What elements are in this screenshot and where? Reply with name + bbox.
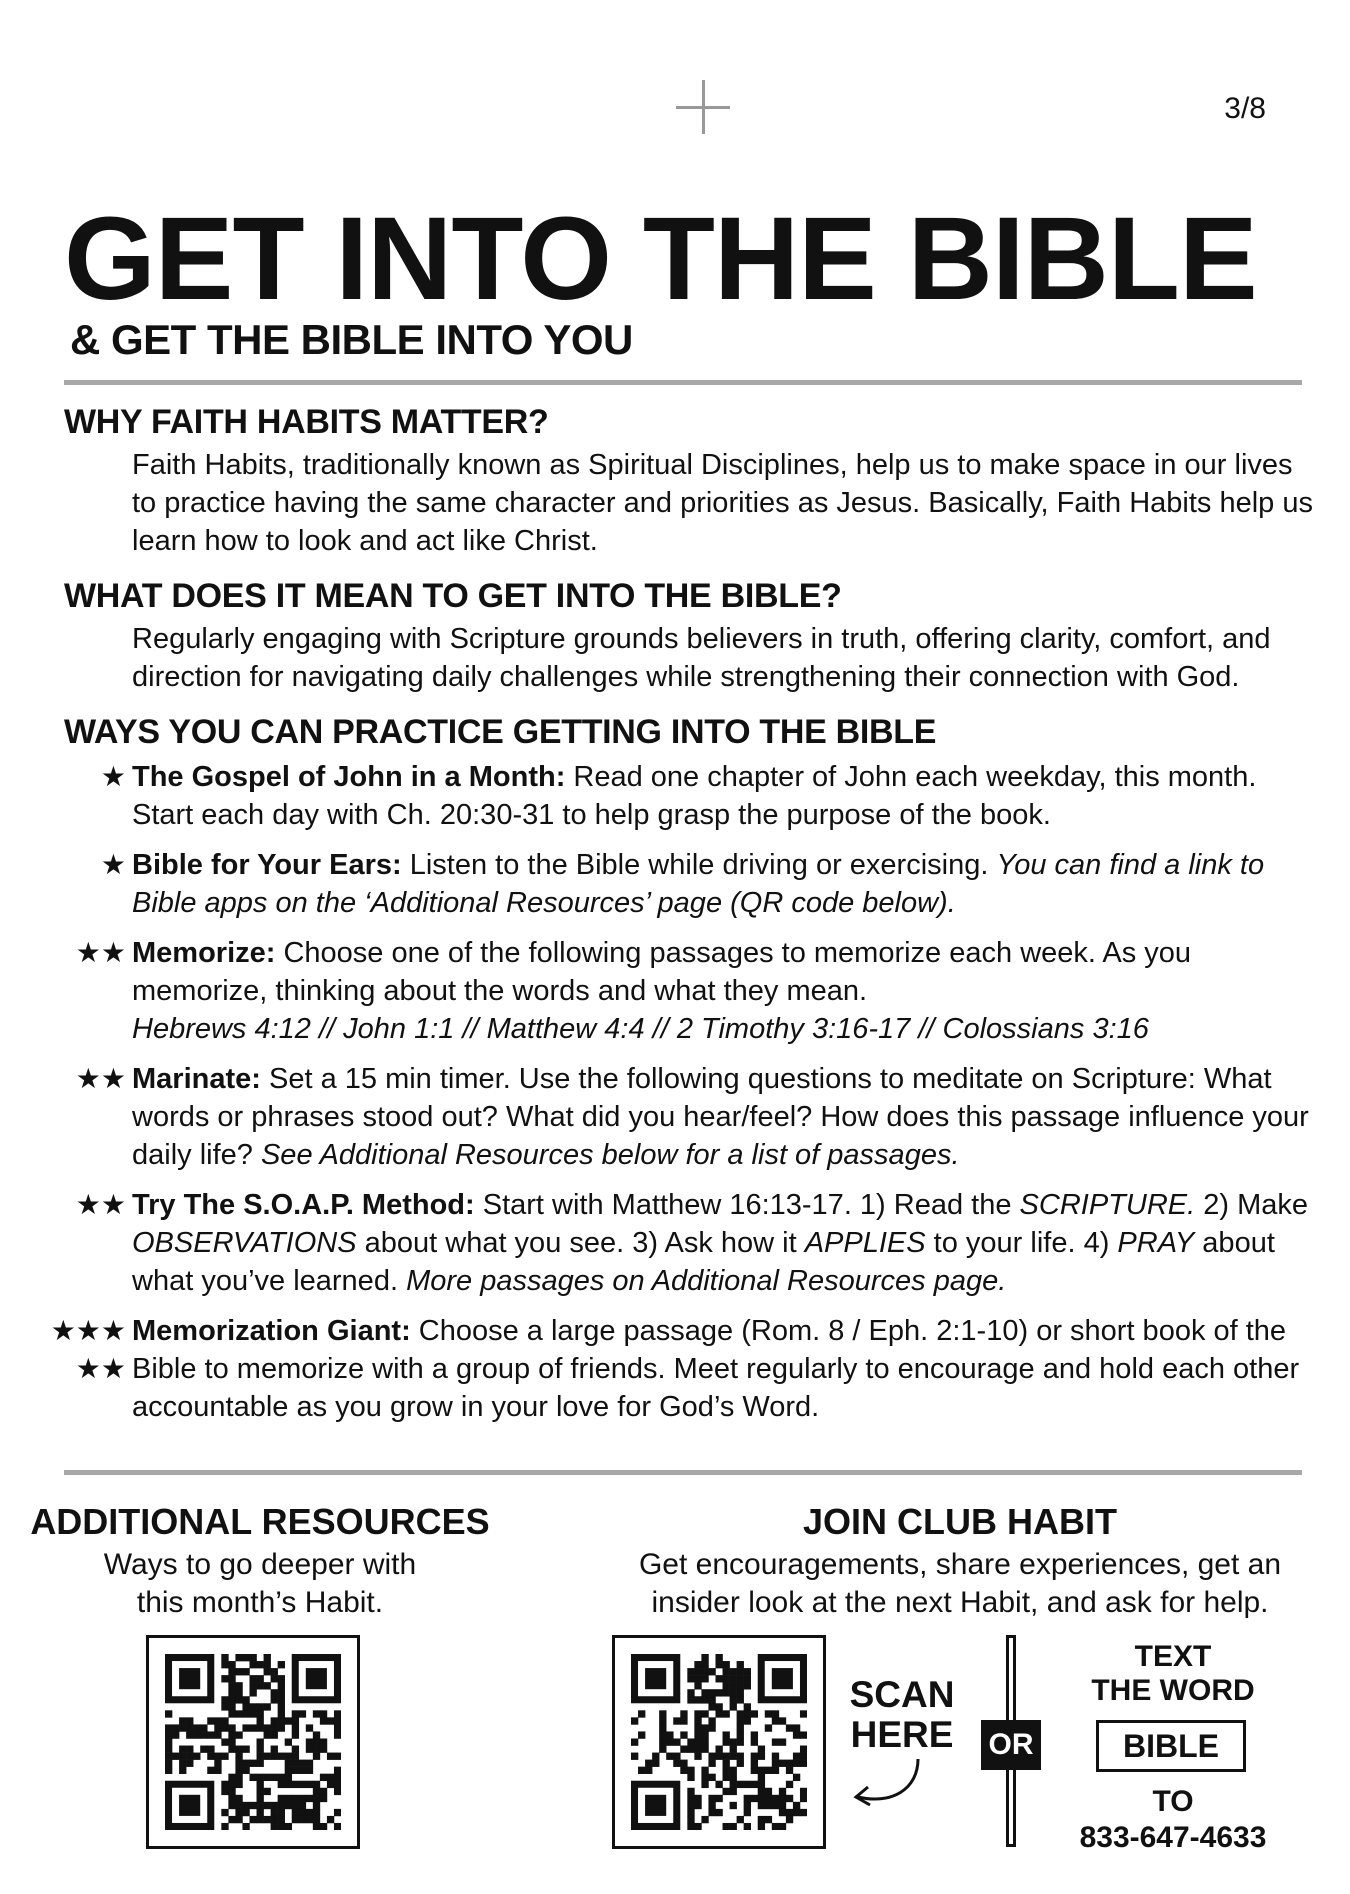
page-title: GET INTO THE BIBLE xyxy=(64,193,1257,325)
way-label: Marinate: xyxy=(132,1063,261,1095)
text-line1: TEXT xyxy=(1134,1640,1212,1673)
way-label: Memorize: xyxy=(132,937,276,969)
way-text: Choose a large passage (Rom. 8 / Eph. 2:1-10) or short book of the Bible to memorize with a group of friends. Meet regularly to encourage and hold each other accountable as you grow in your love for God’s Word. xyxy=(132,1315,1300,1423)
star-rating: ★ xyxy=(100,761,126,792)
star-rating: ★★ xyxy=(75,1063,126,1094)
text-the-word-label xyxy=(1078,1640,1268,1708)
star-rating-line1: ★★★ xyxy=(50,1315,126,1346)
way-text: Choose one of the following passages to memorize each week. As you memorize, thinking about the words and what they mean. xyxy=(132,937,1192,1007)
curved-arrow-icon xyxy=(846,1755,926,1813)
or-badge: OR xyxy=(981,1720,1041,1770)
star-rating: ★★ xyxy=(75,937,126,968)
way-label: Try The S.O.A.P. Method: xyxy=(132,1189,475,1221)
soap-text: Start with Matthew 16:13-17. 1) Read the xyxy=(474,1189,1020,1221)
club-habit xyxy=(600,1498,1320,1622)
qr-code-icon xyxy=(631,1654,807,1830)
way-label: Bible for Your Ears: xyxy=(132,849,402,881)
club-habit-heading: JOIN CLUB HABIT xyxy=(803,1501,1117,1542)
page-number: 3/8 xyxy=(1224,92,1266,125)
star-rating-line2: ★★ xyxy=(75,1353,126,1384)
page-subtitle: & GET THE BIBLE INTO YOU xyxy=(70,316,633,363)
way-item-bible-ears xyxy=(64,846,1324,922)
club-habit-desc-line2: insider look at the next Habit, and ask for help. xyxy=(651,1586,1269,1619)
phone-number-block xyxy=(1060,1784,1286,1856)
way-item-memorize xyxy=(64,934,1324,1048)
way-item-gospel-john xyxy=(64,758,1324,834)
heading-why: WHY FAITH HABITS MATTER? xyxy=(64,403,549,441)
additional-resources-qr-code[interactable] xyxy=(146,1635,360,1849)
paragraph-why: Faith Habits, traditionally known as Spiritual Disciplines, help us to make space in our lives to practice having the same character and priorities as Jesus. Basically, Faith Habits help us learn how to look and act like Christ. xyxy=(132,449,1313,557)
way-item-marinate xyxy=(64,1060,1324,1174)
soap-step: APPLIES xyxy=(804,1227,926,1259)
way-label: Memorization Giant: xyxy=(132,1315,411,1347)
divider-bottom xyxy=(64,1470,1302,1475)
soap-text: 2) Make xyxy=(1195,1189,1308,1221)
club-habit-desc-line1: Get encouragements, share experiences, get an xyxy=(638,1548,1282,1581)
soap-text: to your life. 4) xyxy=(925,1227,1118,1259)
way-text: Set a 15 min timer. Use the following questions to meditate on Scripture: What words or phrases stood out? What did you hear/feel? How does this passage influence your daily life? xyxy=(132,1063,1309,1171)
paragraph-meaning: Regularly engaging with Scripture grounds believers in truth, offering clarity, comfort, and direction for navigating daily challenges while strengthening their connection with God. xyxy=(132,623,1271,693)
soap-step: SCRIPTURE. xyxy=(1019,1189,1196,1221)
keyword-box: BIBLE xyxy=(1096,1720,1246,1772)
text-line2: THE WORD xyxy=(1091,1674,1255,1707)
to-label: TO xyxy=(1152,1785,1194,1818)
scripture-references: Hebrews 4:12 // John 1:1 // Matthew 4:4 // 2 Timothy 3:16-17 // Colossians 3:16 xyxy=(132,1013,1149,1045)
soap-text: about what you’ve learned. xyxy=(132,1227,1275,1297)
scan-line1: SCAN xyxy=(849,1674,955,1715)
way-label: The Gospel of John in a Month: xyxy=(132,761,566,793)
soap-step: OBSERVATIONS xyxy=(132,1227,357,1259)
way-note: You can find a link to Bible apps on the ‘Additional Resources’ page (QR code below). xyxy=(132,849,1265,919)
additional-resources-heading: ADDITIONAL RESOURCES xyxy=(30,1501,490,1542)
divider-top xyxy=(64,380,1302,385)
additional-resources-desc-line1: Ways to go deeper with xyxy=(103,1548,417,1581)
star-rating: ★★ xyxy=(75,1189,126,1220)
way-item-soap xyxy=(64,1186,1324,1300)
qr-code-icon xyxy=(165,1654,341,1830)
star-rating xyxy=(51,1312,126,1388)
additional-resources-desc-line2: this month’s Habit. xyxy=(136,1586,384,1619)
additional-resources xyxy=(30,1498,490,1622)
soap-note: More passages on Additional Resources page. xyxy=(406,1265,1007,1297)
soap-step: PRAY xyxy=(1117,1227,1195,1259)
heading-ways: WAYS YOU CAN PRACTICE GETTING INTO THE BIBLE xyxy=(64,713,937,751)
heading-meaning: WHAT DOES IT MEAN TO GET INTO THE BIBLE? xyxy=(64,577,842,615)
way-text: Read one chapter of John each weekday, this month. Start each day with Ch. 20:30-31 to help grasp the purpose of the book. xyxy=(132,761,1257,831)
crosshair-mark xyxy=(676,80,730,134)
main-content xyxy=(50,400,1324,1438)
way-item-memorization-giant xyxy=(50,1312,1324,1426)
ways-list xyxy=(50,758,1324,1426)
way-text: Listen to the Bible while driving or exercising. xyxy=(401,849,997,881)
phone-number[interactable]: 833-647-4633 xyxy=(1079,1821,1267,1854)
star-rating: ★ xyxy=(100,849,126,880)
scan-here-label xyxy=(842,1675,962,1755)
scan-line2: HERE xyxy=(850,1714,954,1755)
soap-text: about what you see. 3) Ask how it xyxy=(356,1227,805,1259)
club-habit-qr-code[interactable] xyxy=(612,1635,826,1849)
way-note: See Additional Resources below for a list of passages. xyxy=(260,1139,960,1171)
